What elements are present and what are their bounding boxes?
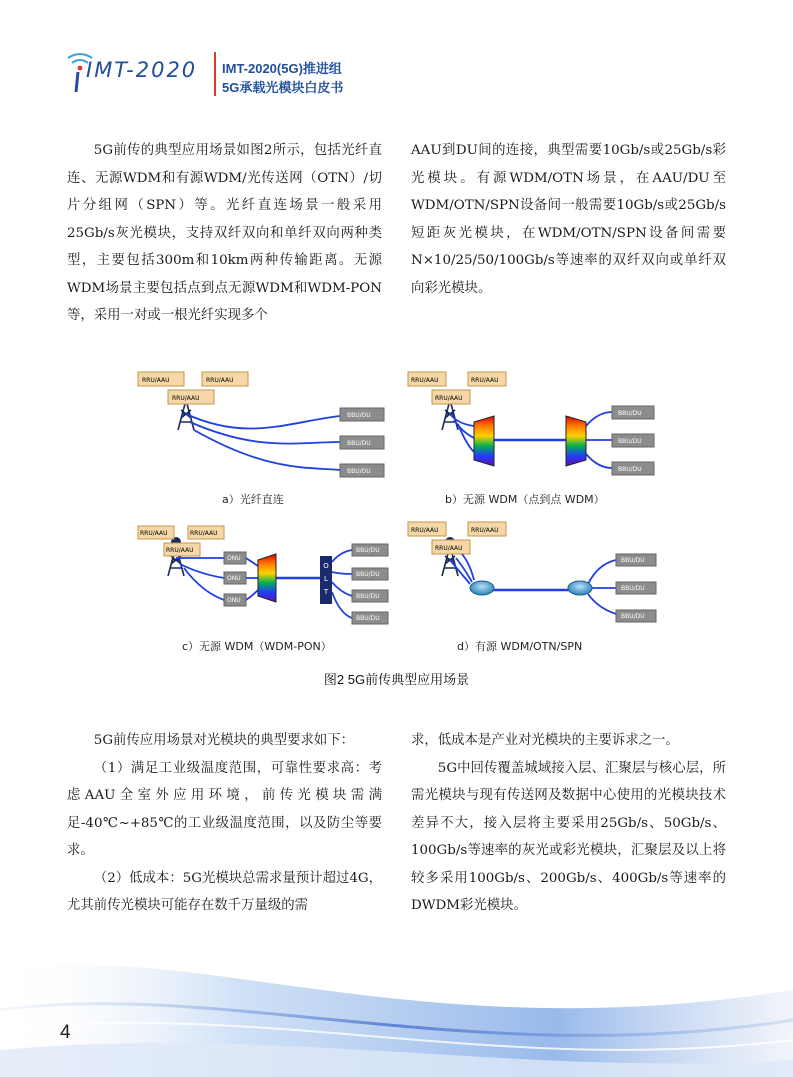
rru-label: RRU/AAU [411,377,439,384]
rru-label: RRU/AAU [190,530,218,537]
text-column-1 [67,137,382,330]
bbu-label: BBU/DU [356,615,380,622]
header-org: IMT-2020(5G)推进组 [222,61,342,76]
text-column-4 [411,727,726,920]
svg-text:L: L [324,575,328,583]
svg-text:T: T [323,588,329,596]
onu-label: ONU [227,575,241,582]
bbu-label: BBU/DU [356,571,380,578]
rru-label: RRU/AAU [435,545,463,552]
caption-c: c）无源 WDM（WDM-PON） [182,640,332,653]
scenario-a [138,372,384,477]
paragraph: （2）低成本：5G光模块总需求量预计超过4G，尤其前传光模块可能存在数千万量级的需 [67,870,382,913]
rru-label: RRU/AAU [166,547,194,554]
figure-diagram [128,362,668,662]
bbu-label: BBU/DU [356,593,380,600]
bbu-label: BBU/DU [618,410,642,417]
rru-label: RRU/AAU [435,395,463,402]
header-doc-title: 5G承载光模块白皮书 [222,80,344,95]
scenario-d [408,522,656,622]
paragraph: 5G前传应用场景对光模块的典型要求如下： [93,733,355,748]
svg-text:O: O [323,562,329,570]
caption-d: d）有源 WDM/OTN/SPN [457,640,583,653]
rru-label: RRU/AAU [471,527,499,534]
page-number: 4 [60,1022,71,1043]
rru-label: RRU/AAU [206,377,234,384]
bbu-label: BBU/DU [621,557,645,564]
rru-label: RRU/AAU [471,377,499,384]
header-divider [214,52,216,96]
text-column-3 [67,727,382,920]
figure-5g-fronthaul-scenarios [128,362,668,662]
rru-label: RRU/AAU [172,395,200,402]
figure-title: 图2 5G前传典型应用场景 [323,672,470,687]
bbu-label: BBU/DU [347,412,371,419]
bbu-label: BBU/DU [621,613,645,620]
rru-label: RRU/AAU [142,377,170,384]
logo-text: IMT-2020 [86,58,198,82]
paragraph: 5G前传的典型应用场景如图2所示，包括光纤直连、无源WDM和有源WDM/光传送网（OTN）/切片分组网（SPN）等。光纤直连场景一般采用25Gb/s灰光模块，支持双纤双向和单纤双向两种类型，主要包括300m和10km两种传输距离。无源WDM场景主要包括点到点无源WDM和WDM-PON等，采用一对或一根光纤实现多个 [67,143,382,323]
rru-label: RRU/AAU [411,527,439,534]
bbu-label: BBU/DU [347,440,371,447]
scenario-b [408,372,654,475]
bbu-label: BBU/DU [618,438,642,445]
paragraph: 5G中回传覆盖城域接入层、汇聚层与核心层，所需光模块与现有传送网及数据中心使用的光模块技术差异不大，接入层将主要采用25Gb/s、50Gb/s、100Gb/s等速率的灰光或彩光模块，汇聚层及以上将较多采用100Gb/s、200Gb/s、400Gb/s等速率的DWDM彩光模块。 [411,760,726,913]
onu-label: ONU [227,555,241,562]
scenario-c [138,526,388,624]
rru-label: RRU/AAU [140,530,168,537]
bbu-label: BBU/DU [618,466,642,473]
bbu-label: BBU/DU [356,547,380,554]
caption-b: b）无源 WDM（点到点 WDM） [445,493,605,506]
caption-a: a）光纤直连 [222,493,284,506]
bbu-label: BBU/DU [621,585,645,592]
paragraph: 求，低成本是产业对光模块的主要诉求之一。 [411,733,679,748]
bbu-label: BBU/DU [347,468,371,475]
text-column-2 [411,137,726,302]
footer-wave-decoration [0,900,793,1077]
paragraph: （1）满足工业级温度范围，可靠性要求高：考虑AAU全室外应用环境，前传光模块需满足-40℃~+85℃的工业级温度范围，以及防尘等要求。 [67,760,382,858]
onu-label: ONU [227,597,241,604]
paragraph: AAU到DU间的连接，典型需要10Gb/s或25Gb/s彩光模块。有源WDM/OTN场景，在AAU/DU至WDM/OTN/SPN设备间一般需要10Gb/s或25Gb/s短距灰光模块，在WDM/OTN/SPN设备间需要N×10/25/50/100Gb/s等速率的双纤双向或单纤双向彩光模块。 [411,143,726,296]
